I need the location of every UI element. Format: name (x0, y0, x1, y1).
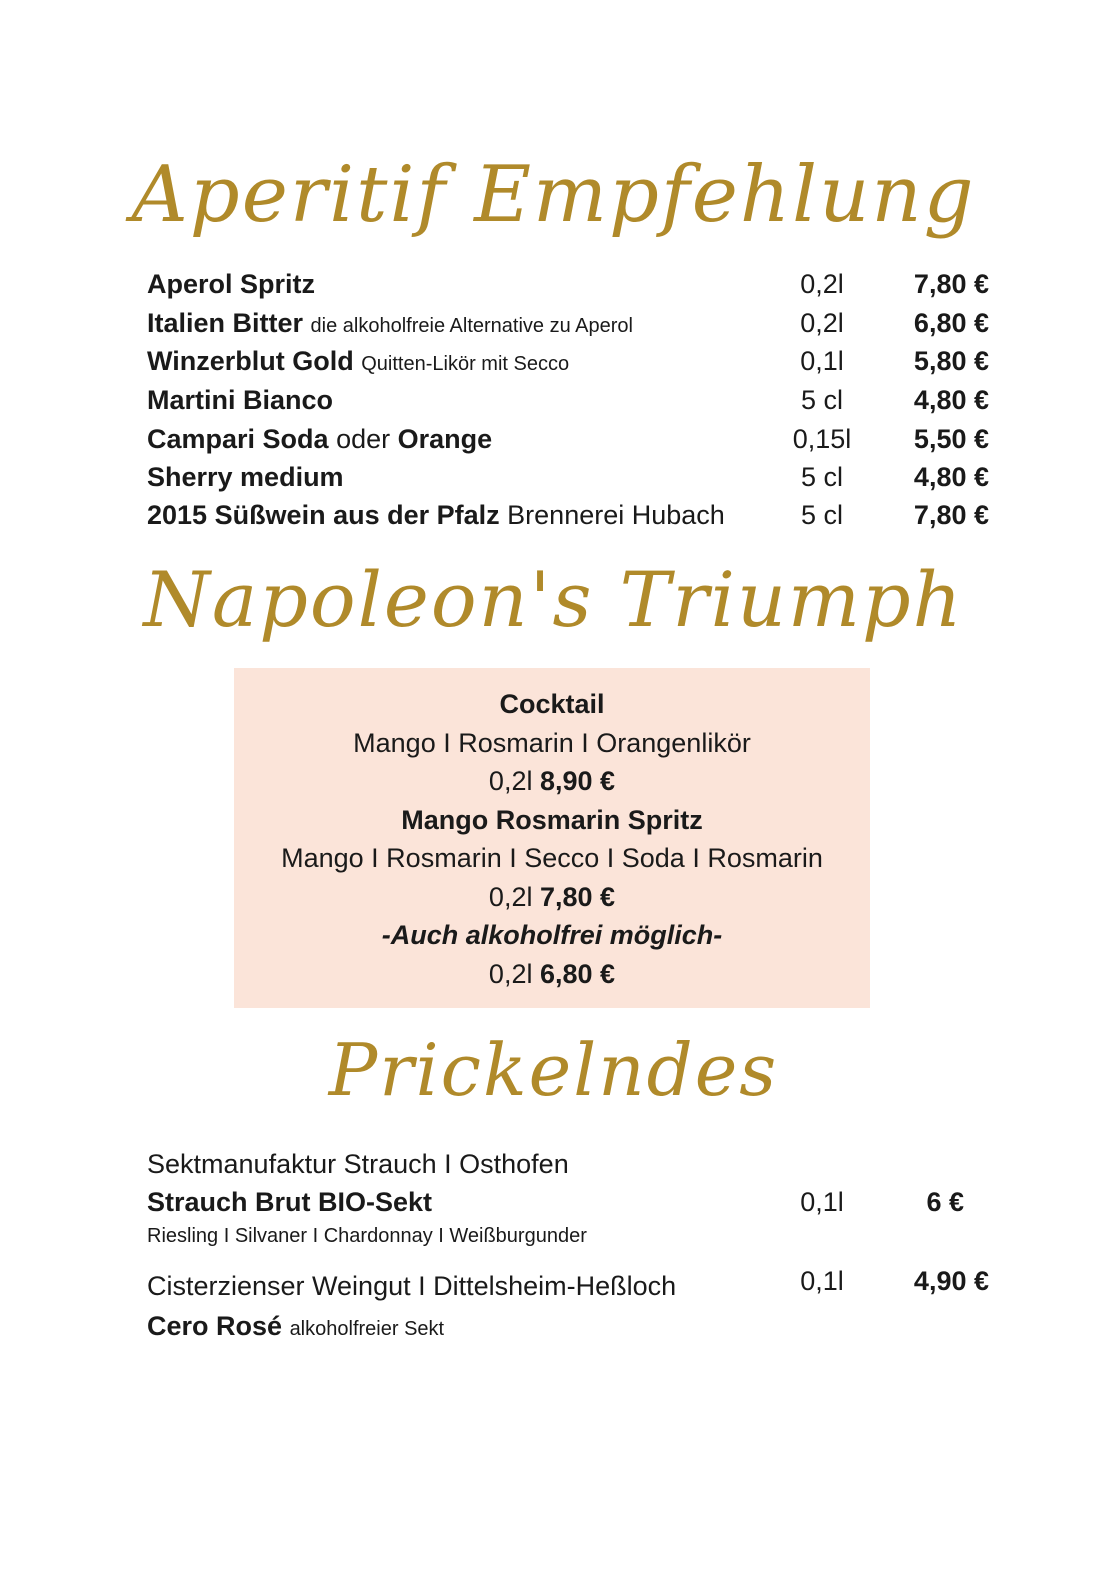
producer-2: Cisterzienser Weingut I Dittelsheim-Heßloch (147, 1271, 677, 1301)
item-name: Strauch Brut BIO-Sekt (147, 1187, 433, 1217)
item-volume: 0,15l (792, 424, 852, 454)
item-volume: 5 cl (800, 385, 844, 415)
menu-row (147, 497, 989, 533)
cocktail-box (234, 668, 870, 1008)
section-title-prickelndes: Prickelndes (328, 1028, 779, 1112)
item-price: 4,80 € (913, 462, 989, 492)
item-price: 6,80 € (913, 308, 989, 338)
item-description: die alkoholfreie Alternative zu Aperol (310, 315, 633, 337)
alcoholfree-note: -Auch alkoholfrei möglich- (381, 920, 723, 950)
menu-row (147, 382, 989, 418)
menu-row (147, 1263, 989, 1299)
section-title-aperitif: Aperitif Empfehlung (131, 150, 976, 240)
item-price: 7,80 € (913, 500, 989, 530)
spritz-heading: Mango Rosmarin Spritz (401, 804, 703, 835)
item-volume: 5 cl (800, 462, 844, 492)
item-price: 5,50 € (913, 424, 989, 454)
item-price: 4,90 € (913, 1266, 989, 1296)
menu-row (147, 1184, 989, 1220)
menu-row (147, 266, 989, 302)
menu-row (147, 421, 989, 457)
item-name: 2015 Süßwein aus der Pfalz Brennerei Hubach (147, 500, 725, 530)
item-volume: 0,1l (800, 346, 844, 376)
alcoholfree-price-line: 0,2l 6,80 € (488, 958, 616, 989)
cocktail-heading: Cocktail (499, 689, 605, 719)
item-name: Aperol Spritz (147, 269, 316, 299)
item-name: Italien Bitter die alkoholfreie Alternative zu Aperol (147, 308, 633, 338)
item-connector: oder (336, 424, 391, 454)
item-price: 6 € (926, 1187, 964, 1217)
menu-row (147, 343, 989, 379)
item-description: alkoholfreier Sekt (289, 1318, 445, 1340)
item-price: 4,80 € (913, 385, 989, 415)
item-volume: 0,1l (800, 1187, 844, 1217)
menu-row (147, 1308, 989, 1344)
item-name: Cero Rosé alkoholfreier Sekt (147, 1311, 445, 1341)
menu-row (147, 459, 989, 495)
item-description: Quitten-Likör mit Secco (361, 353, 570, 375)
item-name: Campari Soda oder Orange (147, 424, 493, 454)
item-volume: 5 cl (800, 500, 844, 530)
grape-varieties: Riesling I Silvaner I Chardonnay I Weißburgunder (147, 1225, 587, 1247)
item-price: 5,80 € (913, 346, 989, 376)
cocktail-price-line: 0,2l 8,90 € (488, 766, 616, 796)
cocktail-ingredients: Mango I Rosmarin I Orangenlikör (353, 727, 751, 758)
item-volume: 0,1l (800, 1266, 844, 1296)
item-volume: 0,2l (800, 308, 844, 338)
spritz-ingredients: Mango I Rosmarin I Secco I Soda I Rosmarin (281, 843, 823, 873)
section-title-napoleon: Napoleon's Triumph (143, 555, 964, 644)
item-volume: 0,2l (800, 269, 844, 299)
spritz-price-line: 0,2l 7,80 € (488, 881, 616, 912)
item-name: Sherry medium (147, 462, 344, 492)
item-description: Brennerei Hubach (507, 500, 725, 530)
producer-1: Sektmanufaktur Strauch I Osthofen (147, 1149, 569, 1179)
item-name: Winzerblut Gold Quitten-Likör mit Secco (147, 346, 570, 376)
menu-row (147, 305, 989, 341)
item-name: Martini Bianco (147, 385, 334, 415)
item-price: 7,80 € (913, 269, 989, 299)
